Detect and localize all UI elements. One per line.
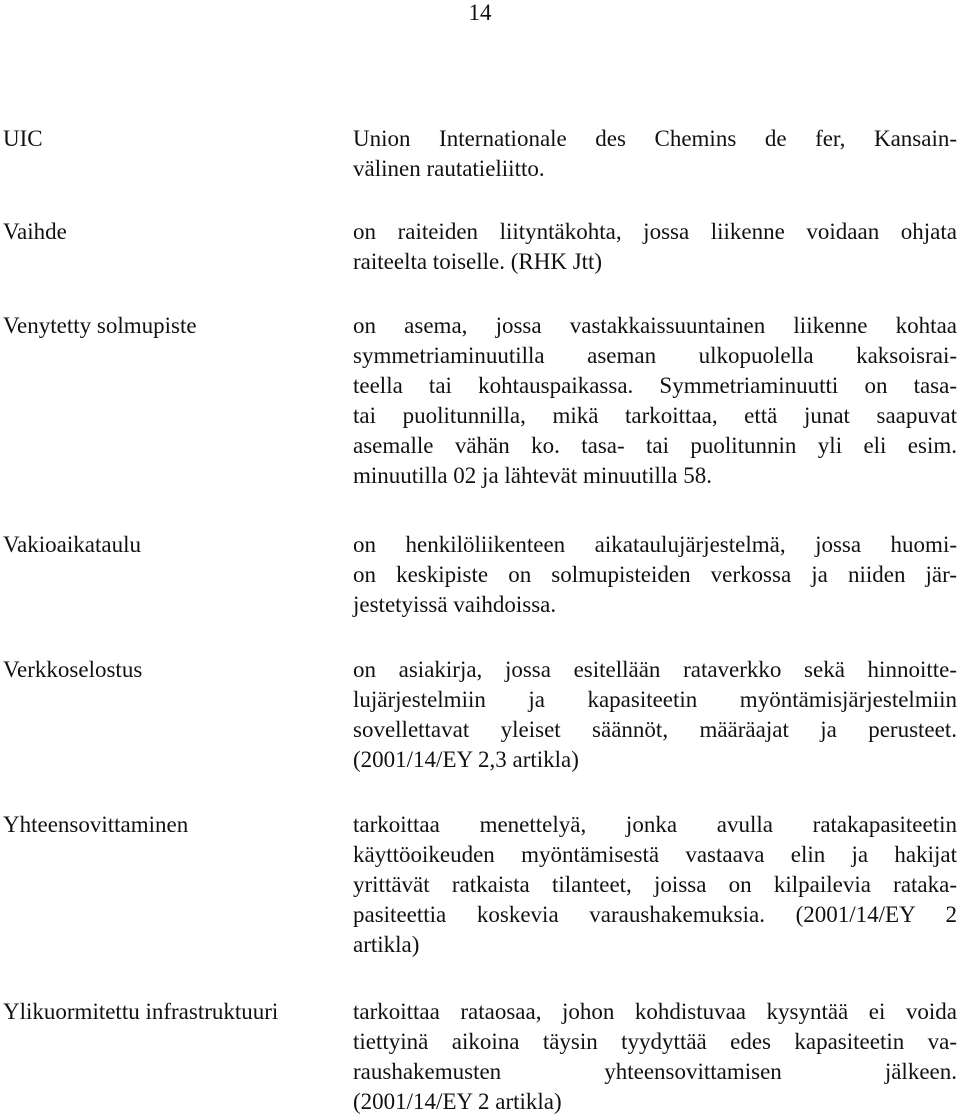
definition-line: raushakemusten yhteensovittamisen jälkeen.: [353, 1059, 957, 1084]
definition-line: on henkilöliikenteen aikataulujärjestelmä, jossa huomi-: [353, 532, 957, 557]
definition-line: lujärjestelmiin ja kapasiteetin myöntämisjärjestelmiin: [353, 687, 957, 712]
term-yhteensovittaminen: Yhteensovittaminen: [3, 812, 189, 837]
definition-line: tiettyinä aikoina täysin tyydyttää edes kapasiteetin va-: [353, 1029, 957, 1054]
definition-line: tarkoittaa menettelyä, jonka avulla ratakapasiteetin: [353, 812, 957, 837]
definition-line: Union Internationale des Chemins de fer, Kansain-: [353, 126, 957, 151]
definition-verkkoselostus: [353, 655, 957, 775]
definition-line: sovellettavat yleiset säännöt, määräajat ja perusteet.: [353, 717, 957, 742]
term-verkkoselostus: Verkkoselostus: [3, 657, 143, 682]
definition-line: artikla): [353, 932, 420, 957]
definition-ylikuormitettu-infrastruktuuri: [353, 997, 957, 1117]
definition-line: yrittävät ratkaista tilanteet, joissa on kilpailevia rataka-: [353, 872, 957, 897]
definition-line: (2001/14/EY 2 artikla): [353, 1089, 562, 1114]
definition-line: välinen rautatieliitto.: [353, 156, 545, 181]
definition-uic: [353, 124, 957, 184]
definition-line: on asema, jossa vastakkaissuuntainen liikenne kohtaa: [353, 313, 957, 338]
page-number: 14: [468, 0, 492, 25]
definition-line: asemalle vähän ko. tasa- tai puolitunnin yli eli esim.: [353, 433, 957, 458]
definition-line: tarkoittaa rataosaa, johon kohdistuvaa kysyntää ei voida: [353, 999, 957, 1024]
definition-line: on asiakirja, jossa esitellään rataverkko sekä hinnoitte-: [353, 657, 957, 682]
definition-line: raiteelta toiselle. (RHK Jtt): [353, 249, 603, 274]
term-venytetty-solmupiste: Venytetty solmupiste: [3, 313, 197, 338]
definition-vaihde: [353, 217, 957, 277]
term-ylikuormitettu-infrastruktuuri: Ylikuormitettu infrastruktuuri: [3, 999, 279, 1024]
definition-line: jestetyissä vaihdoissa.: [353, 592, 557, 617]
definition-vakioaikataulu: [353, 530, 957, 620]
definition-line: pasiteettia koskevia varaushakemuksia. (2001/14/EY 2: [353, 902, 957, 927]
definition-line: on keskipiste on solmupisteiden verkossa ja niiden jär-: [353, 562, 957, 587]
term-vakioaikataulu: Vakioaikataulu: [3, 532, 141, 557]
definition-line: on raiteiden liityntäkohta, jossa liikenne voidaan ohjata: [353, 219, 957, 244]
term-uic: UIC: [3, 126, 43, 151]
definition-line: (2001/14/EY 2,3 artikla): [353, 747, 579, 772]
definition-line: tai puolitunnilla, mikä tarkoittaa, että junat saapuvat: [353, 403, 957, 428]
definition-line: teella tai kohtauspaikassa. Symmetriaminuutti on tasa-: [353, 373, 957, 398]
definition-venytetty-solmupiste: [353, 311, 957, 491]
definition-yhteensovittaminen: [353, 810, 957, 960]
definition-line: minuutilla 02 ja lähtevät minuutilla 58.: [353, 463, 712, 488]
definition-line: symmetriaminuutilla aseman ulkopuolella kaksoisrai-: [353, 343, 957, 368]
term-vaihde: Vaihde: [3, 219, 67, 244]
definition-line: käyttöoikeuden myöntämisestä vastaava elin ja hakijat: [353, 842, 957, 867]
